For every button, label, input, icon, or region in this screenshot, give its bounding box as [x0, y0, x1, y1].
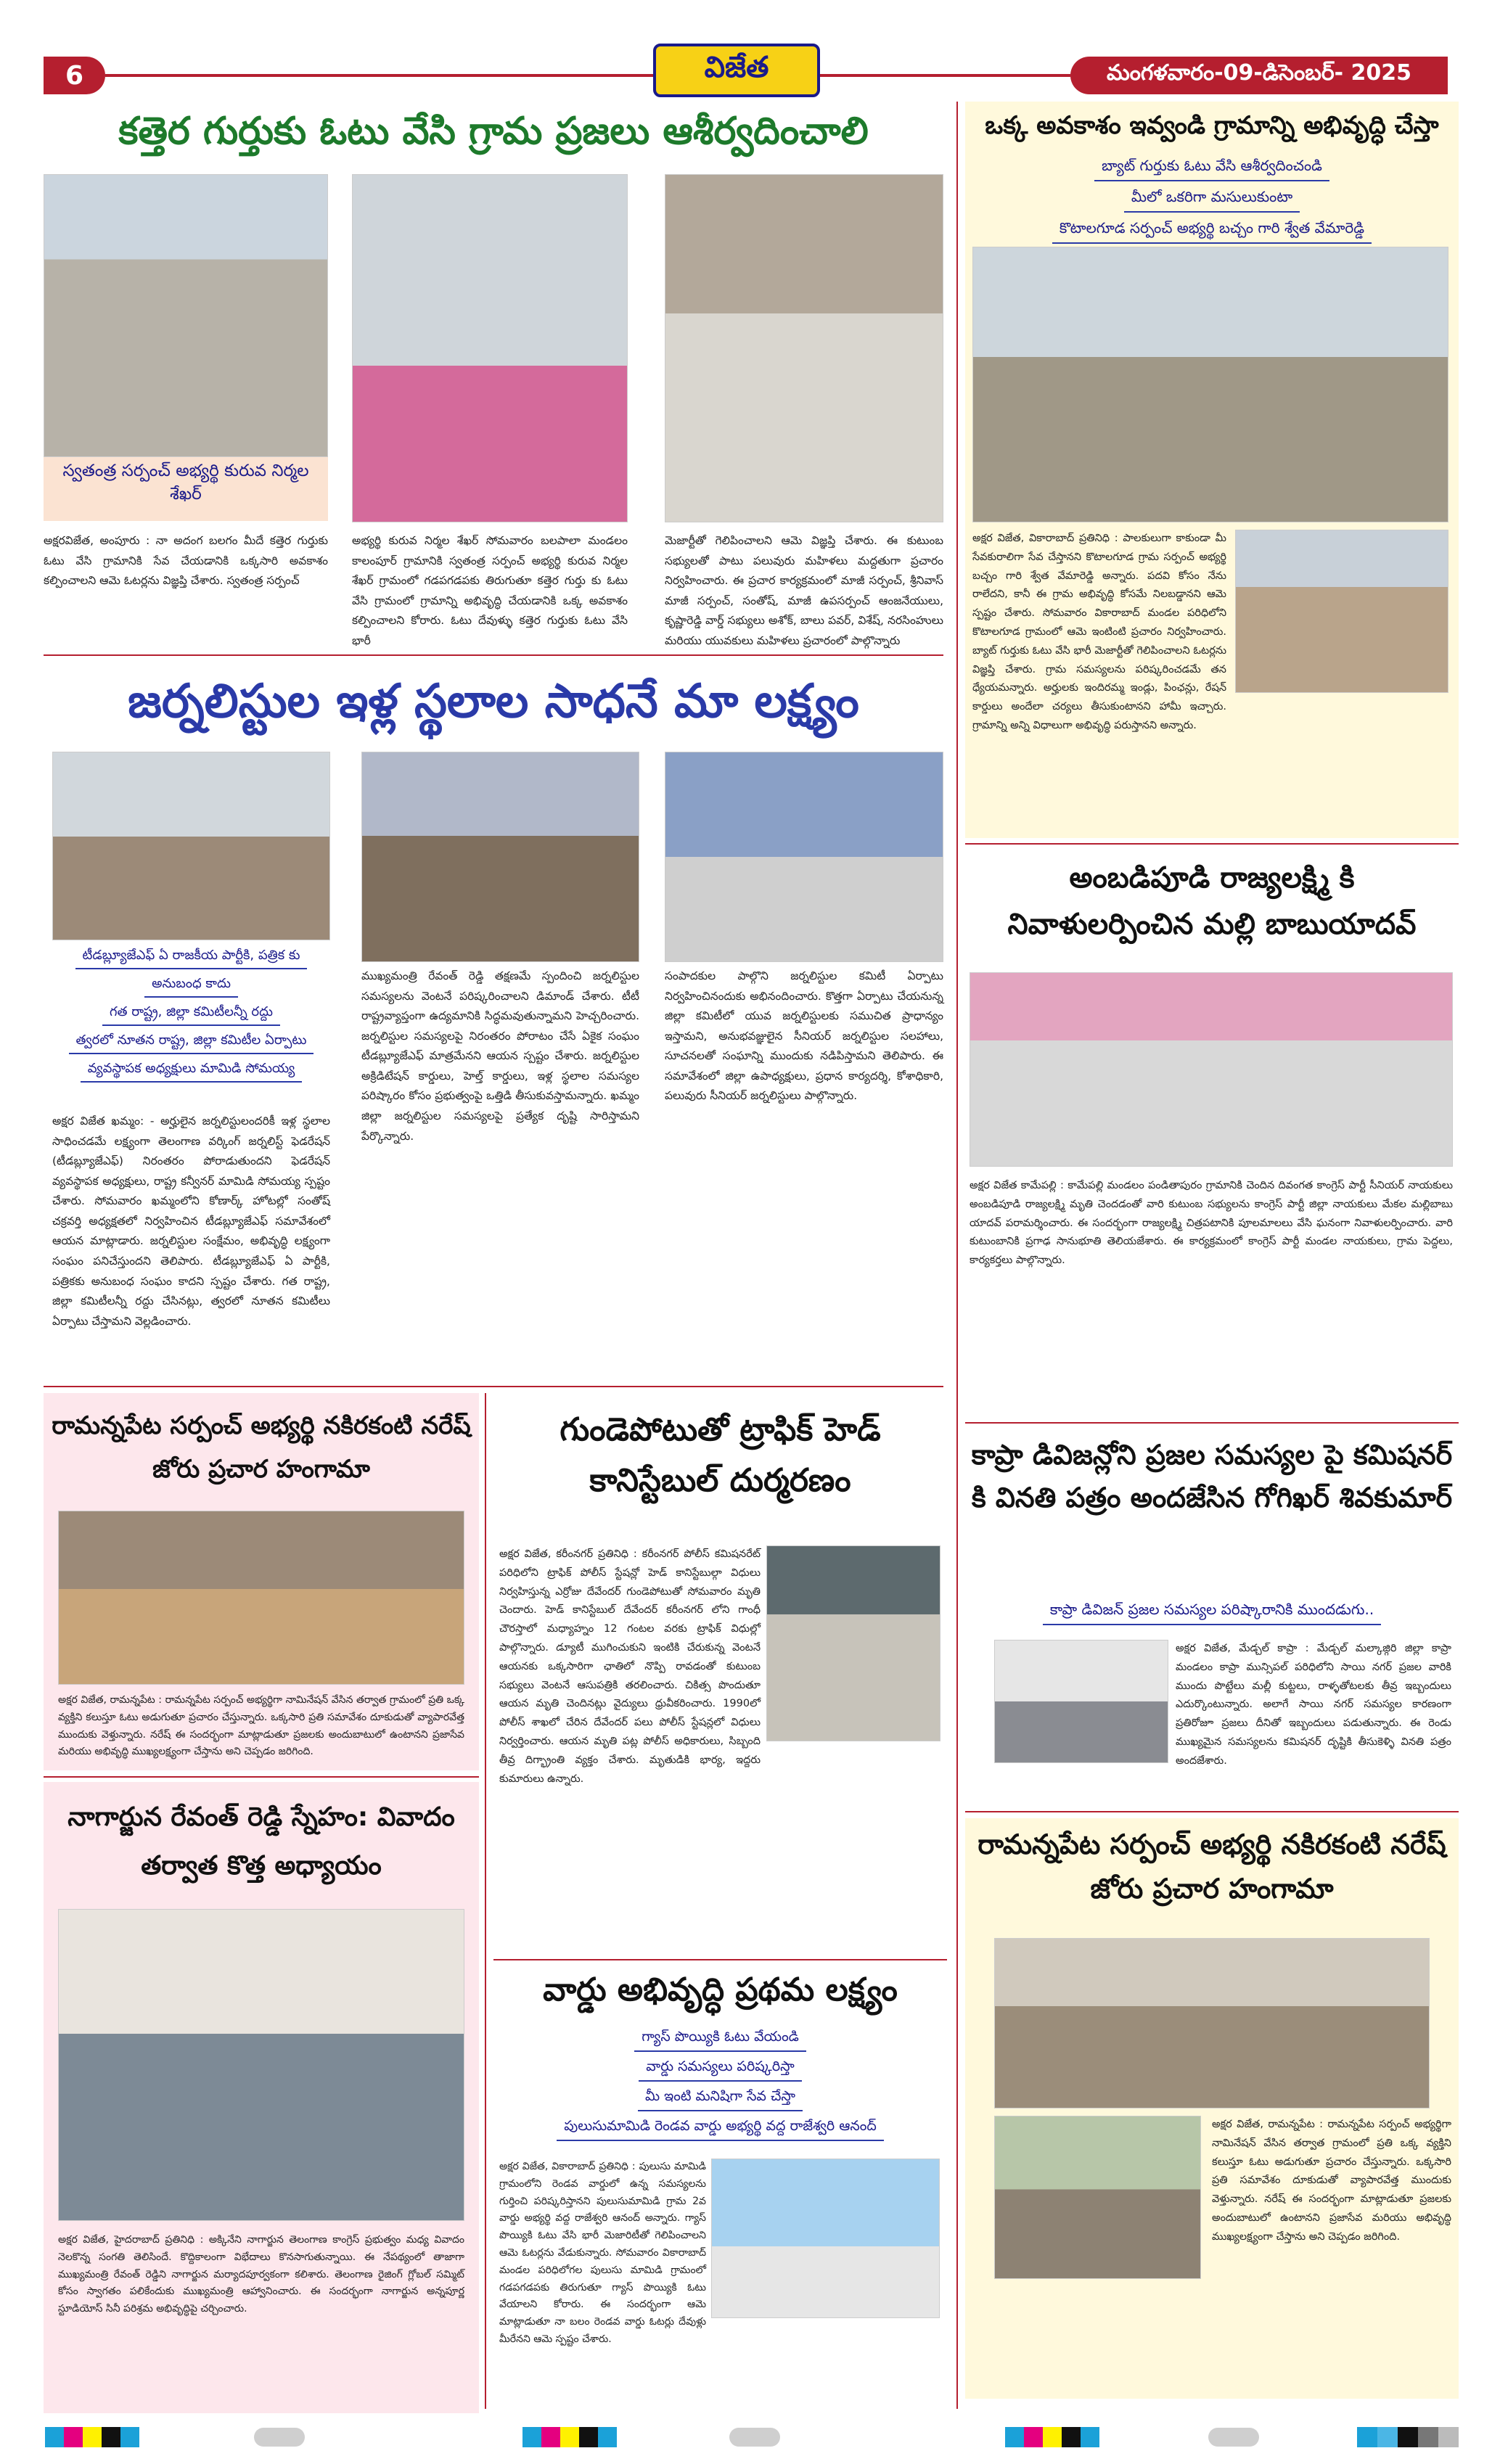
photo-door-to-door — [972, 247, 1448, 522]
subhead: మీలో ఒకరిగా మసులుకుంటా — [1124, 186, 1300, 213]
article-ramannapeta-1 — [44, 1393, 479, 1770]
masthead-rule — [105, 74, 1070, 77]
subhead: అనుబంధ కాదు — [144, 974, 238, 998]
headline: గుండెపోటుతో ట్రాఫిక్ హెడ్ కానిస్టేబుల్ దుర్మరణం — [560, 1411, 881, 1500]
logo-text: విజేత — [704, 49, 769, 84]
photo-meeting-leaders — [58, 1909, 464, 2221]
photo-candidate-portrait — [352, 174, 628, 522]
photo-meeting-hall — [52, 752, 330, 940]
article-body-col1: అక్షర విజేత ఖమ్మం: - అర్హులైన జర్నలిస్టులందరికీ ఇళ్ల స్థలాల సాధించడమే లక్ష్యంగా తెలంగాణ వర్కింగ్ జర్నలిస్ట్ ఫెడరేషన్ (టీడబ్ల్యూజేఎఫ్) నిరంతరం పోరాడుతుందని ఫెడరేషన్ వ్యవస్థాపక అధ్యక్షులు, రాష్ట్ర కన్వీనర్ మామిడి సోమయ్య స్పష్టం చేశారు. సోమవారం ఖమ్మంలోని కోణార్క్ హోటల్లో సంతోష్ చక్రవర్తి అధ్యక్షతలో నిర్వహించిన టీడబ్ల్యూజేఎఫ్ సమావేశంలో ఆయన మాట్లాడారు. జర్నలిస్టుల సంక్షేమం, అభివృద్ధి లక్ష్యంగా సంఘం పనిచేస్తుందని తెలిపారు. టీడబ్ల్యూజేఎఫ్ ఏ పార్టీకి, పత్రికకు అనుబంధ సంఘం కాదని స్పష్టం చేశారు. గత రాష్ట్ర, జిల్లా కమిటీలన్నీ రద్దు చేసినట్లు, త్వరలో నూతన కమిటీలు ఏర్పాటు చేస్తామని వెల్లడించారు. — [52, 1114, 330, 1328]
color-bar — [522, 2427, 617, 2447]
subhead: గత రాష్ట్ర, జిల్లా కమిటీలన్నీ రద్దు — [102, 1002, 280, 1026]
photo-ward-candidates — [711, 2159, 940, 2318]
article-body-col2: అభ్యర్థి కురువ నిర్మల శేఖర్ సోమవారం బలపాలా మండలం కాలంపూర్ గ్రామానికి స్వతంత్ర సర్పంచ్ అభ్యర్థి కురువ నిర్మల శేఖర్ గ్రామంలో గడపగడపకు తిరుగుతూ కత్తెర గుర్తు కు ఓటు వేసి గ్రామంలో గ్రామాన్ని అభివృద్ధి చేయడానికి ఒక్క అవకాశం కల్పించాలని కోరారు. ఓటు దేవుళ్ళు కత్తెర గుర్తుకు ఓటు వేసి భారీ — [352, 534, 628, 647]
pill-mark — [1208, 2428, 1259, 2447]
article-body-col1: అక్షరవిజేత, అంపూరు : నా అదంగ బలగం మీదే కత్తెర గుర్తుకు ఓటు వేసి గ్రామానికి సేవ చేయడానికి ఒక్కసారి అవకాశం కల్పించాలని ఆమె ఓటర్లను విజ్ఞప్తి చేశారు. స్వతంత్ర సర్పంచ్ — [44, 534, 328, 588]
article-kapra-petition — [965, 1429, 1459, 1799]
color-bar — [45, 2427, 139, 2447]
divider — [44, 1386, 943, 1387]
article-journalists-housing — [44, 662, 943, 1380]
divider — [965, 1811, 1459, 1812]
subhead: బ్యాట్ గుర్తుకు ఓటు వేసి ఆశీర్వదించండి — [1094, 155, 1329, 181]
headline: రామన్నపేట సర్పంచ్ అభ్యర్థి నకిరకంటి నరేష్ జోరు ప్రచార హంగామా — [52, 1411, 471, 1484]
subhead: మీ ఇంటి మనిషిగా సేవ చేస్తా — [638, 2086, 803, 2111]
photo-speaker-podium — [665, 752, 943, 962]
subhead: కాప్రా డివిజన్ ప్రజల సమస్యల పరిష్కారానికి ముందడుగు.. — [1043, 1598, 1381, 1625]
pill-mark — [254, 2428, 305, 2447]
subheads — [52, 943, 330, 1085]
subhead: పులుసుమామిడి రెండవ వార్డు అభ్యర్థి వద్ద రాజేశ్వరి ఆనంద్ — [557, 2116, 884, 2141]
issue-date: మంగళవారం-09-డిసెంబర్- 2025 — [1106, 60, 1412, 86]
photo-campaign-street — [994, 1938, 1430, 2108]
photo-constable-portrait — [766, 1545, 940, 1741]
article-body-col3: మెజార్టీతో గెలిపించాలని ఆమె విజ్ఞప్తి చేశారు. ఈ కుటుంబ సభ్యులతో పాటు పలువురు మహిళలు మద్దతుగా ప్రచారం నిర్వహించారు. ఈ ప్రచార కార్యక్రమంలో మాజీ సర్పంచ్, శ్రీనివాస్ మాజీ సర్పంచ్, సంతోష్, మాజీ ఉపసర్పంచ్ ఆంజనేయులు, కృష్ణారెడ్డి వార్డ్ సభ్యులు అశోక్, బాలు పవర్, విశేష్, నరసింహులు మరియు యువకులు మహిళలు ప్రచారంలో పాల్గొన్నారు — [665, 534, 943, 647]
headline: అంబడిపూడి రాజ్యలక్ష్మి కి నివాళులర్పించిన మల్లి బాబుయాదవ్ — [1007, 861, 1417, 941]
divider — [965, 1422, 1459, 1424]
photo-felicitation — [361, 752, 639, 962]
subhead: టీడబ్ల్యూజేఎఫ్ ఏ రాజకీయ పార్టీకి, పత్రిక కు — [75, 945, 308, 969]
photo-campaign-symbol — [665, 174, 943, 522]
article-tribute — [965, 850, 1459, 1416]
logo — [653, 44, 820, 97]
article-ward-development — [493, 1966, 947, 2409]
divider — [44, 1776, 479, 1778]
color-bar — [1357, 2427, 1459, 2447]
headline: కాప్రా డివిజన్లోని ప్రజల సమస్యల పై కమిషనర్ కి వినతి పత్రం అందజేసిన గోగిఖర్ శివకుమార్ — [971, 1439, 1453, 1514]
divider — [965, 843, 1459, 845]
page-number-tab — [44, 57, 105, 94]
subhead: త్వరలో నూతన రాష్ట్ర, జిల్లా కమిటీల ఏర్పాటు — [69, 1030, 314, 1054]
article-body: అక్షర విజేత, హైదరాబాద్ ప్రతినిధి : అక్కినేని నాగార్జున తెలంగాణ కాంగ్రెస్ ప్రభుత్వం మధ్య వివాదం నెలకొన్న సంగతి తెలిసిందే. కొద్దికాలంగా విభేదాలు కొనసాగుతున్నాయి. ఈ నేపథ్యంలో తాజాగా ముఖ్యమంత్రి రేవంత్ రెడ్డిని నాగార్జున మర్యాదపూర్వకంగా కలిశారు. తెలంగాణ రైజింగ్ గ్లోబల్ సమ్మిట్ కోసం స్వాగతం పలికేందుకు ముఖ్యమంత్రి ఆహ్వానించారు. ఈ సందర్భంగా నాగార్జున అన్నపూర్ణ స్టూడియోస్ సినీ పరిశ్రమ అభివృద్ధిపై చర్చించారు. — [58, 2234, 464, 2315]
article-body-col3: సంపాదకుల పాల్గొని జర్నలిస్టుల కమిటీ ఏర్పాటు నిర్వహించినందుకు అభినందించారు. కొత్తగా ఏర్పాటు చేయనున్న జిల్లా కమిటీలో యువ జర్నలిస్టులకు సముచిత ప్రాధాన్యం ఇస్తామని, అనుభవజ్ఞులైన సీనియర్ జర్నలిస్టుల సలహాలు, సూచనలతో సంఘాన్ని ముందుకు నడిపిస్తామని తెలిపారు. ఈ సమావేశంలో జిల్లా ఉపాధ్యక్షులు, ప్రధాన కార్యదర్శి, కోశాధికారి, పలువురు సీనియర్ జర్నలిస్టులు పాల్గొన్నారు. — [665, 969, 943, 1103]
article-body: అక్షర విజేత, మేడ్చల్ కాప్రా : మేడ్చల్ మల్కాజ్గిరి జిల్లా కాప్రా మండలం కాప్రా మున్సిపల్ పరిధిలోని సాయి నగర్ ప్రజల వారికి ముందు పొట్టేలు మల్లీ కుట్టలు, రాళ్ళతోటలకు తీవ్ర ఇబ్బందులు ఎదుర్కొంటున్నారు. అలాగే సాయి నగర్ సమస్యల కారణంగా ప్రతిరోజూ ప్రజలు దీనితో ఇబ్బందులు పడుతున్నారు. ఈ రెండు ముఖ్యమైన సమస్యలను కమిషనర్ దృష్టికి తీసుకెళ్ళి వినతి పత్రం అందజేశారు. — [1176, 1643, 1451, 1767]
subhead: వ్యవస్థాపక అధ్యక్షులు మామిడి సోమయ్య — [81, 1059, 302, 1083]
column-divider — [485, 1393, 486, 2409]
subhead-wrap — [965, 1596, 1459, 1627]
page-number: 6 — [65, 60, 84, 91]
color-bar — [1005, 2427, 1099, 2447]
print-registration-marks — [0, 2423, 1500, 2452]
subheads — [965, 152, 1459, 246]
headline: వార్డు అభివృద్ధి ప్రథమ లక్ష్యం — [543, 1971, 898, 2008]
headline: రామన్నపేట సర్పంచ్ అభ్యర్థి నకిరకంటి నరేష్ జోరు ప్రచార హంగామా — [978, 1828, 1446, 1905]
article-scissors-symbol — [44, 103, 943, 654]
article-ramannapeta-2 — [965, 1818, 1459, 2399]
article-body-col2: ముఖ్యమంత్రి రేవంత్ రెడ్డి తక్షణమే స్పందించి జర్నలిస్టుల సమస్యలను వెంటనే పరిష్కరించాలని డిమాండ్ చేశారు. టీటీ రాష్ట్రవ్యాప్తంగా ఉద్యమానికి సిద్ధమవుతున్నామని హెచ్చరించారు. జర్నలిస్టుల సమస్యలపై నిరంతరం పోరాటం చేసే ఏకైక సంఘం టీడబ్ల్యూజేఎఫ్ మాత్రమేనని ఆయన స్పష్టం చేశారు. జర్నలిస్టుల అక్రిడిటేషన్ కార్డులు, హెల్త్ కార్డులు, ఇళ్ల స్థలాల సమస్యల పరిష్కారం కోసం ప్రభుత్వంపై ఒత్తిడి తీసుకువస్తామన్నారు. ఖమ్మం జిల్లా జర్నలిస్టుల సమస్యలపై ప్రత్యేక దృష్టి సారిస్తామని పేర్కొన్నారు. — [361, 969, 639, 1143]
article-bat-symbol — [965, 102, 1459, 838]
divider — [493, 1959, 947, 1960]
headline: జర్నలిస్టుల ఇళ్ల స్థలాల సాధనే మా లక్ష్యం — [128, 674, 859, 728]
photo-campaign-house — [994, 2116, 1201, 2279]
date-banner — [1070, 57, 1448, 94]
article-nagarjuna-revanth — [44, 1782, 479, 2413]
photo-caption-box — [44, 457, 328, 521]
pill-mark — [729, 2428, 780, 2447]
article-body: అక్షర విజేత, కరీంనగర్ ప్రతినిధి : కరీంనగర్ పోలీస్ కమిషనరేట్ పరిధిలోని ట్రాఫిక్ పోలీస్ స్టేషన్లో హెడ్ కానిస్టేబుల్గా విధులు నిర్వహిస్తున్న ఎర్రోజు దేవేందర్ గుండెపోటుతో సోమవారం మృతి చెందారు. హెడ్ కానిస్టేబుల్ దేవేందర్ కరీంనగర్ లోని గాంధీ చౌరస్తాలో మధ్యాహ్నం 12 గంటల వరకు ట్రాఫిక్ విధుల్లో పాల్గొన్నారు. డ్యూటీ ముగించుకుని ఇంటికి చేరుకున్న వెంటనే ఆయనకు ఒక్కసారిగా ఛాతిలో నొప్పి రావడంతో కుటుంబ సభ్యులు వెంటనే ఆసుపత్రికి తరలించారు. చికిత్స పొందుతూ ఆయన మృతి చెందినట్లు వైద్యులు ధ్రువీకరించారు. 1990లో పోలీస్ శాఖలో చేరిన దేవేందర్ పలు పోలీస్ స్టేషన్లలో విధులు నిర్వర్తించారు. ఆయన మృతి పట్ల పోలీస్ అధికారులు, సిబ్బంది తీవ్ర దిగ్భ్రాంతి వ్యక్తం చేశారు. మృతుడికి భార్య, ఇద్దరు కుమారులు ఉన్నారు. — [499, 1548, 761, 1785]
photo-tribute — [970, 972, 1453, 1167]
subhead: వార్డు సమస్యలు పరిష్కరిస్తా — [639, 2056, 801, 2082]
photo-campaign-women — [58, 1511, 464, 1685]
article-body: అక్షర విజేత, రామన్నపేట : రామన్నపేట సర్పంచ్ అభ్యర్థిగా నామినేషన్ వేసిన తర్వాత గ్రామంలో ప్రతి ఒక్క వ్యక్తిని కలుస్తూ ఓటు అడుగుతూ ప్రచారం చేస్తున్నారు. ఒక్కసారి ప్రతి సమావేశం దూకుడుతో వ్యాపారవేత్త ముందుకు వెళ్తున్నారు. నరేష్ ఈ సందర్భంగా మాట్లాడుతూ ప్రజలకు అందుబాటులో ఉంటానని ప్రజాసేవ మరియు అభివృద్ధి ముఖ్యలక్ష్యంగా చేస్తాను అని చెప్పడం జరిగింది. — [58, 1694, 464, 1758]
article-body: అక్షర విజేత, వికారాబాద్ ప్రతినిధి : పులుసు మామిడి గ్రామంలోని రెండవ వార్డులో ఉన్న సమస్యలను గుర్తించి పరిష్కరిస్తానని పులుసుమామిడి గ్రామ 2వ వార్డు అభ్యర్థి వద్ద రాజేశ్వరి ఆనంద్ అన్నారు. గ్యాస్ పొయ్యికి ఓటు వేసి భారీ మెజారిటీతో గెలిపించాలని ఆమె ఓటర్లను వేడుకున్నారు. సోమవారం వికారాబాద్ మండల పరిధిలోగల పులుసు మామిడి గ్రామంలో గడపగడపకు తిరుగుతూ గ్యాస్ పొయ్యికి ఓటు వేయాలని కోరారు. ఈ సందర్భంగా ఆమె మాట్లాడుతూ నా బలం రెండవ వార్డు ఓటర్లు దేవుళ్లు మీరేనని ఆమె స్పష్టం చేశారు. — [499, 2161, 706, 2345]
masthead — [0, 0, 1500, 102]
divider — [44, 654, 943, 656]
headline: ఒక్క అవకాశం ఇవ్వండి గ్రామాన్ని అభివృద్ధి చేస్తా — [985, 111, 1439, 140]
article-body: అక్షర విజేత, వికారాబాద్ ప్రతినిధి : పాలకులుగా కాకుండా మీ సేవకురాలిగా సేవ చేస్తానని కొటాలగూడ గ్రామ సర్పంచ్ అభ్యర్థి బచ్చం గారి శ్వేత వేమారెడ్డి అన్నారు. పదవి కోసం నేను రాలేదని, కానీ ఈ గ్రామ అభివృద్ధి కోసమే నిలబడ్డానని ఆమె స్పష్టం చేశారు. సోమవారం వికారాబాద్ మండల పరిధిలోని కొటాలగూడ గ్రామంలో ఆమె ఇంటింటి ప్రచారం నిర్వహించారు. బ్యాట్ గుర్తుకు ఓటు వేసి భారీ మెజార్టీతో గెలిపించాలని ఓటర్లను విజ్ఞప్తి చేశారు. గ్రామ సమస్యలను పరిష్కరించడమే తన ధ్యేయమన్నారు. అర్హులకు ఇందిరమ్మ ఇండ్లు, పింఛన్లు, రేషన్ కార్డులు అందేలా చర్యలు తీసుకుంటానని హామీ ఇచ్చారు. గ్రామాన్ని అన్ని విధాలుగా అభివృద్ధి పరుస్తానని అన్నారు. — [972, 533, 1226, 731]
article-traffic-constable — [493, 1393, 947, 1959]
subhead: కొటాలగూడ సర్పంచ్ అభ్యర్థి బచ్చం గారి శ్వేత వేమారెడ్డి — [1052, 217, 1372, 244]
column-divider — [956, 102, 958, 2409]
photo-caption: స్వతంత్ర సర్పంచ్ అభ్యర్థి కురువ నిర్మల శేఖర్ — [62, 461, 309, 504]
photo-commissioner-office — [994, 1640, 1168, 1763]
article-body: అక్షర విజేత కామేపల్లి : కామేపల్లి మండలం పండితాపురం గ్రామానికి చెందిన దివంగత కాంగ్రెస్ పార్టీ సీనియర్ నాయకులు అంబడిపూడి రాజ్యలక్ష్మి మృతి చెందడంతో వారి కుటుంబ సభ్యులను కాంగ్రెస్ పార్టీ జిల్లా నాయకులు మేకల మల్లిబాబు యాదవ్ పరామర్శించారు. ఈ సందర్భంగా రాజ్యలక్ష్మి చిత్రపటానికి పూలమాలలు వేసి ఘనంగా నివాళులర్పించారు. వారి కుటుంబానికి ప్రగాఢ సానుభూతి తెలియజేశారు. ఈ కార్యక్రమంలో కాంగ్రెస్ పార్టీ మండల నాయకులు, గ్రామ పెద్దలు, కార్యకర్తలు పాల్గొన్నారు. — [970, 1180, 1453, 1267]
subhead: గ్యాస్ పొయ్యికి ఓటు వేయండి — [634, 2026, 806, 2052]
headline: కత్తెర గుర్తుకు ఓటు వేసి గ్రామ ప్రజలు ఆశీర్వదించాలి — [118, 110, 869, 154]
subheads — [493, 2024, 947, 2143]
photo-villagers-group — [44, 174, 328, 457]
article-body: అక్షర విజేత, రామన్నపేట : రామన్నపేట సర్పంచ్ అభ్యర్థిగా నామినేషన్ వేసిన తర్వాత గ్రామంలో ప్రతి ఒక్క వ్యక్తిని కలుస్తూ ఓటు అడుగుతూ ప్రచారం చేస్తున్నారు. ఒక్కసారి ప్రతి సమావేశం దూకుడుతో వ్యాపారవేత్త ముందుకు వెళ్తున్నారు. నరేష్ ఈ సందర్భంగా మాట్లాడుతూ ప్రజలకు అందుబాటులో ఉంటానని ప్రజాసేవ మరియు అభివృద్ధి ముఖ్యలక్ష్యంగా చేస్తాను అని చెప్పడం జరిగింది. — [1212, 2119, 1451, 2243]
headline: నాగార్జున రేవంత్ రెడ్డి స్నేహం: వివాదం తర్వాత కొత్త అధ్యాయం — [67, 1802, 455, 1881]
